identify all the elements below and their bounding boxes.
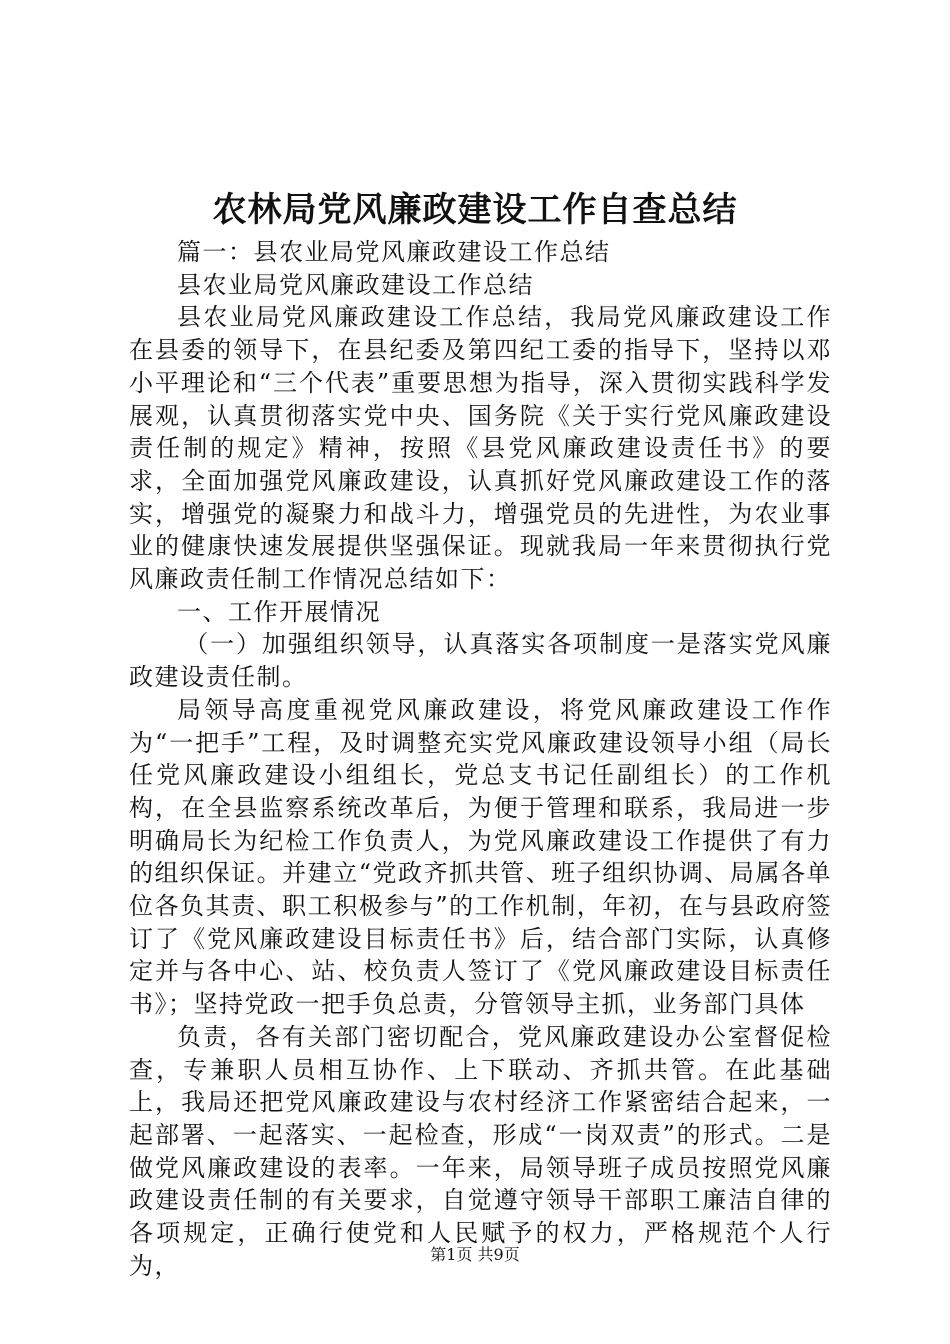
paragraph-heading-work: 一、工作开展情况	[177, 597, 381, 626]
paragraph-section-heading: 篇一：县农业局党风廉政建设工作总结	[177, 238, 611, 266]
document-body	[129, 236, 832, 1283]
paragraph-leadership: 局领导高度重视党风廉政建设，将党风廉政建设工作作为“一把手”工程，及时调整充实党风廉政建设领导小组（局长任党风廉政建设小组组长，党总支书记任副组长）的工作机构，在全县监察系统改革后，为便于管理和联系，我局进一步明确局长为纪检工作负责人，为党风廉政建设工作提供了有力的组织保证。并建立“党政齐抓共管、班子组织协调、局属各单位各负其责、职工积极参与”的工作机制，年初，在与县政府签订了《党风廉政建设目标责任书》后，结合部门实际，认真修定并与各中心、站、校负责人签订了《党风廉政建设目标责任书》；坚持党政一把手负总责，分管领导主抓，业务部门具体	[129, 695, 832, 1019]
document-title: 农林局党风廉政建设工作自查总结	[212, 190, 738, 230]
page-number-footer: 第1页 共9页	[430, 1245, 520, 1264]
paragraph-responsibility: 负责，各有关部门密切配合，党风廉政建设办公室督促检查，专兼职人员相互协作、上下联动、齐抓共管。在此基础上，我局还把党风廉政建设与农村经济工作紧密结合起来，一起部署、一起落实、一起检查，形成“一岗双责”的形式。二是做党风廉政建设的表率。一年来，局领导班子成员按照党风廉政建设责任制的有关要求，自觉遵守领导干部职工廉洁自律的各项规定，正确行使党和人民赋予的权力，严格规范个人行为，	[129, 1022, 832, 1280]
paragraph-item-one: （一）加强组织领导，认真落实各项制度一是落实党风廉政建设责任制。	[129, 630, 832, 692]
paragraph-intro: 县农业局党风廉政建设工作总结，我局党风廉政建设工作在县委的领导下，在县纪委及第四纪工委的指导下，坚持以邓小平理论和“三个代表”重要思想为指导，深入贯彻实践科学发展观，认真贯彻落实党中央、国务院《关于实行党风廉政建设责任制的规定》精神，按照《县党风廉政建设责任书》的要求，全面加强党风廉政建设，认真抓好党风廉政建设工作的落实，增强党的凝聚力和战斗力，增强党员的先进性，为农业事业的健康快速发展提供坚强保证。现就我局一年来贯彻执行党风廉政责任制工作情况总结如下：	[129, 303, 832, 594]
paragraph-subtitle: 县农业局党风廉政建设工作总结	[177, 270, 534, 299]
